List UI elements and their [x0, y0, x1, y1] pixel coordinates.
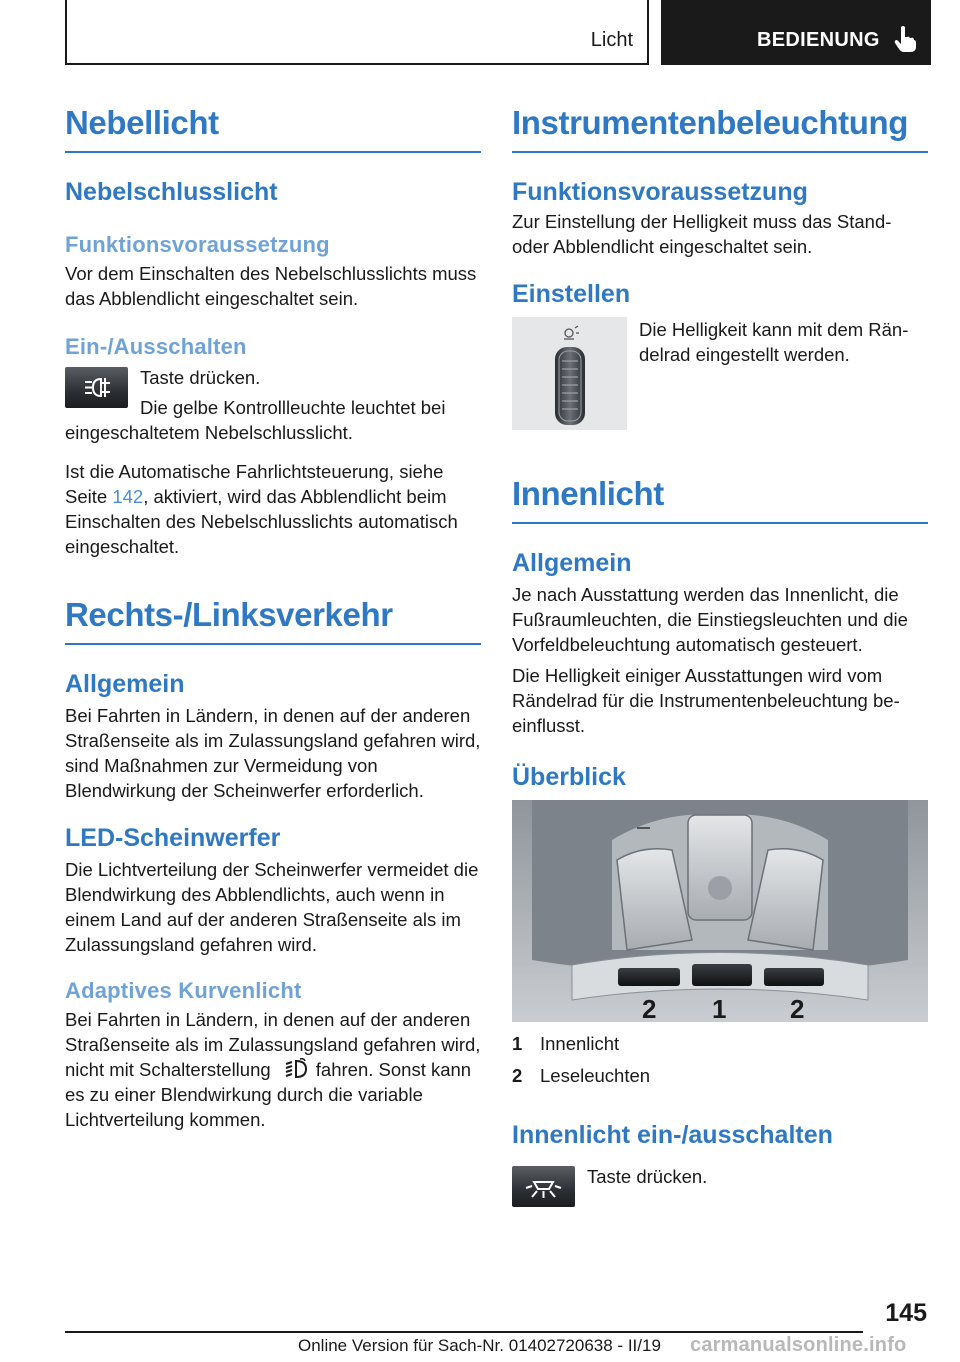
text-adaptiv: [65, 1007, 481, 1132]
heading-nebellicht: Nebellicht: [65, 95, 481, 153]
heading-einstellen: Einstellen: [512, 280, 631, 308]
legend-label: Leseleuchten: [540, 1065, 651, 1086]
text-auto-pre: Ist die Automatische Fahrlichtsteuerung, siehe Seite: [65, 461, 444, 507]
header-section-box: [65, 0, 649, 65]
text-taste-left: Taste drücken.: [140, 367, 261, 388]
wheel-row: [512, 317, 928, 430]
right-column: [512, 95, 928, 1207]
legend-list: [512, 1028, 928, 1092]
list-item: [512, 1028, 928, 1060]
fog-button-row: [65, 365, 481, 420]
header-chapter-box[interactable]: [661, 0, 931, 65]
text-funktion-left: Vor dem Einschalten des Nebelschlusslichts muss das Abblendlicht eingeschaltet sein.: [65, 263, 477, 309]
text-taste-right: Taste drücken.: [587, 1166, 708, 1187]
overhead-console-image: [512, 800, 928, 1022]
text-led: Die Lichtverteilung der Scheinwerfer vermeidet die Blendwirkung des Abblendlichts, auch wenn in einem Land auf der anderen Straßenseite als im Zulassungsland gefahren wird.: [65, 859, 479, 955]
text-adaptiv-post: fahren. Sonst kann es zu einer Blendwirkung durch die variable Lichtverteilung kommen.: [65, 1059, 472, 1130]
heading-einaus-left: Ein-/Ausschalten: [65, 334, 247, 359]
left-column: [65, 95, 481, 1132]
header-section-title: Licht: [590, 29, 633, 51]
heading-led: LED-Scheinwerfer: [65, 824, 281, 852]
text-auto-post: , aktiviert, wird das Abblendlicht beim Einschalten des Nebelschlusslichts automatisch eingeschaltet.: [65, 486, 458, 557]
text-kontroll-a: Die gelbe Kontrollleuchte leuchtet bei: [140, 397, 446, 418]
img-label-2-right: 2: [790, 994, 805, 1022]
text-einstellen: Die Helligkeit kann mit dem Rän-delrad eingestellt werden.: [639, 319, 909, 365]
header-chapter-title: BEDIENUNG: [757, 29, 880, 51]
heading-nebelschlusslicht: Nebelschlusslicht: [65, 178, 278, 206]
text-funktion-right: Zur Einstellung der Helligkeit muss das Stand- oder Abblendlicht eingeschaltet sein.: [512, 211, 892, 257]
heading-rechts-links: Rechts-/Linksverkehr: [65, 587, 481, 645]
text-adaptiv-pre: Bei Fahrten in Ländern, in denen auf der anderen Straßenseite als im Zulassungsland gefahren wird, nicht mit Schalterstellung: [65, 1009, 481, 1080]
link-page-142[interactable]: 142: [112, 486, 144, 507]
footer-online-version: Online Version für Sach-Nr. 01402720638 - II/19: [298, 1336, 661, 1355]
heading-einaus-right: Innenlicht ein-/ausschalten: [512, 1121, 833, 1149]
footer-divider: [65, 1331, 863, 1333]
heading-allgemein-left: Allgemein: [65, 670, 185, 698]
watermark: carmanualsonline.info: [690, 1334, 907, 1356]
fog-light-button-image: [65, 367, 128, 408]
text-allgemein-left: Bei Fahrten in Ländern, in denen auf der anderen Straßenseite als im Zulassungsland gefahren wird, sind Maßnahmen zur Vermeidung von Blendwirkung der Scheinwerfer erforderlich.: [65, 705, 481, 801]
img-label-1: 1: [712, 994, 727, 1022]
legend-num: 2: [512, 1065, 523, 1086]
text-auto: [65, 459, 481, 559]
img-label-2-left: 2: [642, 994, 657, 1022]
heading-allgemein-right: Allgemein: [512, 549, 632, 577]
dimmer-wheel-icon: [512, 317, 627, 430]
page-number: 145: [885, 1299, 927, 1327]
legend-num: 1: [512, 1033, 523, 1054]
list-item: [512, 1060, 928, 1092]
text-allgemein-right-1: Je nach Ausstattung werden das Innenlicht, die Fußraumleuchten, die Einstiegsleuchten und die Vorfeldbeleuchtung automatisch gesteuert.: [512, 584, 908, 655]
heading-instrument: Instrumentenbeleuchtung: [512, 95, 928, 153]
hand-pointer-icon: [893, 25, 917, 53]
heading-innenlicht: Innenlicht: [512, 466, 928, 524]
legend-label: Innenlicht: [540, 1033, 620, 1054]
heading-ueberblick: Überblick: [512, 763, 626, 791]
interior-light-button-image: [512, 1166, 575, 1207]
text-allgemein-right-2: Die Helligkeit einiger Ausstattungen wird vom Rändelrad für die Instrumentenbeleuchtung be-einflusst.: [512, 665, 900, 736]
heading-funktion-right: Funktionsvoraussetzung: [512, 178, 808, 206]
interior-light-icon: [512, 1166, 575, 1207]
fog-light-icon: [65, 367, 128, 408]
heading-funktion-left: Funktionsvoraussetzung: [65, 232, 330, 257]
adaptive-light-icon: [282, 1058, 310, 1080]
text-kontroll-b: eingeschaltetem Nebelschlusslicht.: [65, 422, 353, 443]
interior-button-row: [512, 1164, 928, 1207]
dimmer-wheel-image: [512, 317, 627, 430]
heading-adaptiv: Adaptives Kurvenlicht: [65, 978, 302, 1003]
overhead-console-drawing: [512, 800, 928, 1022]
